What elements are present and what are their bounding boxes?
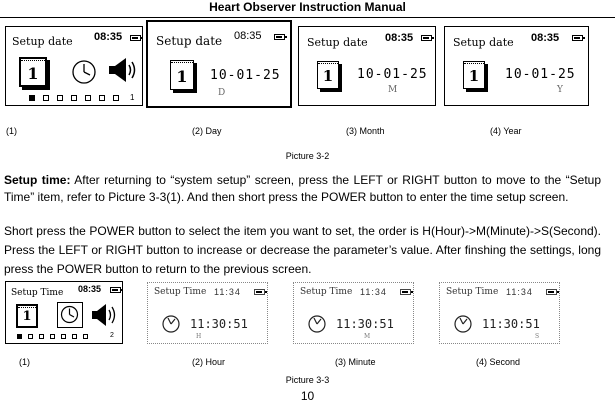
battery-icon bbox=[110, 287, 121, 293]
screen-heading: Setup date bbox=[12, 35, 73, 48]
caption-month: (3) Month bbox=[346, 126, 385, 136]
page-indicator bbox=[83, 334, 88, 339]
clock-icon bbox=[452, 313, 474, 335]
battery-icon bbox=[572, 35, 583, 41]
header-rule bbox=[0, 17, 615, 18]
document-title: Heart Observer Instruction Manual bbox=[209, 0, 406, 14]
battery-icon bbox=[400, 289, 411, 295]
caption-1: (1) bbox=[6, 126, 17, 136]
clock-icon-selected bbox=[57, 302, 83, 328]
clock-icon bbox=[306, 313, 328, 335]
caption-1: (1) bbox=[19, 357, 30, 367]
battery-icon bbox=[421, 35, 432, 41]
date-value: 10-01-25 bbox=[210, 68, 281, 83]
page-indicator bbox=[71, 95, 77, 101]
page-number: 1 bbox=[130, 93, 135, 102]
speaker-icon bbox=[106, 55, 138, 85]
calendar-digit: 1 bbox=[468, 67, 480, 85]
battery-icon bbox=[546, 289, 557, 295]
selected-field-indicator: M bbox=[364, 333, 371, 340]
date-menu-screen bbox=[5, 26, 143, 106]
page-indicator bbox=[43, 95, 49, 101]
caption-hour: (2) Hour bbox=[192, 357, 226, 367]
clock-time: 08:35 bbox=[94, 31, 123, 43]
selected-field-indicator: D bbox=[218, 88, 226, 98]
clock-time: 08:35 bbox=[234, 30, 262, 42]
time-value: 11:30:51 bbox=[482, 317, 540, 331]
selected-field-indicator: S bbox=[535, 333, 540, 340]
calendar-icon bbox=[16, 304, 38, 328]
screen-heading: Setup date bbox=[453, 36, 514, 49]
setup-month-screen bbox=[298, 26, 436, 106]
battery-icon bbox=[254, 289, 265, 295]
page-indicator bbox=[39, 334, 44, 339]
page-number-footer: 10 bbox=[300, 389, 315, 403]
battery-icon bbox=[274, 34, 285, 40]
page-indicator bbox=[99, 95, 105, 101]
selected-field-indicator: Y bbox=[557, 85, 563, 95]
page-indicator bbox=[85, 95, 91, 101]
setup-second-screen bbox=[439, 282, 560, 344]
calendar-icon bbox=[170, 60, 194, 90]
clock-icon bbox=[160, 313, 182, 335]
figure-label: Picture 3-3 bbox=[285, 375, 330, 385]
calendar-digit: 1 bbox=[176, 67, 188, 86]
clock-time: 11:34 bbox=[506, 287, 533, 297]
date-value: 10-01-25 bbox=[505, 67, 576, 82]
screen-heading: Setup Time bbox=[154, 287, 207, 297]
calendar-digit: 1 bbox=[27, 64, 39, 83]
screen-heading: Setup Time bbox=[300, 287, 353, 297]
clock-time: 08:35 bbox=[385, 32, 414, 44]
calendar-icon bbox=[463, 61, 485, 89]
clock-time: 08:35 bbox=[531, 32, 560, 44]
clock-time: 11:34 bbox=[360, 287, 387, 297]
page-indicator bbox=[61, 334, 66, 339]
caption-second: (4) Second bbox=[476, 357, 521, 367]
selected-field-indicator: M bbox=[388, 85, 398, 95]
clock-time: 11:34 bbox=[214, 287, 241, 297]
calendar-icon bbox=[317, 61, 339, 89]
screen-heading: Setup date bbox=[307, 36, 368, 49]
speaker-icon bbox=[90, 302, 118, 328]
page-indicator bbox=[57, 95, 63, 101]
page-number: 2 bbox=[110, 332, 114, 339]
figure-label: Picture 3-2 bbox=[285, 151, 330, 161]
caption-year: (4) Year bbox=[490, 126, 522, 136]
screen-heading: Setup Time bbox=[446, 287, 499, 297]
caption-minute: (3) Minute bbox=[335, 357, 376, 367]
setup-year-screen bbox=[444, 26, 589, 106]
calendar-icon bbox=[19, 57, 47, 87]
caption-day: (2) Day bbox=[192, 126, 222, 136]
screen-heading: Setup date bbox=[156, 34, 223, 48]
time-menu-screen bbox=[5, 281, 123, 344]
date-value: 10-01-25 bbox=[357, 67, 428, 82]
setup-minute-screen bbox=[293, 282, 414, 344]
screen-heading: Setup Time bbox=[11, 288, 64, 298]
instructions-paragraph: Short press the POWER button to select the item you want to set, the order is H(Hour)->M(Minute)->S(Second). Press the LEFT or RIGHT button to increase or decrease the parameter’s value. After finshing the settings, long press the POWER button to return to the previous screen. bbox=[4, 224, 601, 276]
selected-field-indicator: H bbox=[196, 333, 202, 340]
calendar-digit: 1 bbox=[322, 67, 334, 85]
setup-time-heading: Setup time: bbox=[4, 173, 71, 187]
page-indicator bbox=[50, 334, 55, 339]
time-value: 11:30:51 bbox=[336, 317, 394, 331]
clock-time: 08:35 bbox=[78, 284, 102, 294]
page-indicator-active bbox=[29, 95, 35, 101]
page-indicator bbox=[72, 334, 77, 339]
battery-icon bbox=[130, 35, 141, 41]
page-indicator bbox=[113, 95, 119, 101]
setup-time-paragraph bbox=[4, 172, 601, 206]
setup-time-text: After returning to “system setup” screen, press the LEFT or RIGHT button to move to the “Setup Time” item, refer to Picture 3-3(1). And then short press the POWER button to enter the time setup screen. bbox=[4, 173, 601, 204]
time-value: 11:30:51 bbox=[190, 317, 248, 331]
setup-hour-screen bbox=[147, 282, 268, 344]
calendar-digit: 1 bbox=[22, 309, 32, 324]
setup-day-screen bbox=[146, 20, 292, 108]
page-indicator-active bbox=[17, 334, 22, 339]
page-indicator bbox=[28, 334, 33, 339]
clock-icon bbox=[69, 57, 99, 87]
